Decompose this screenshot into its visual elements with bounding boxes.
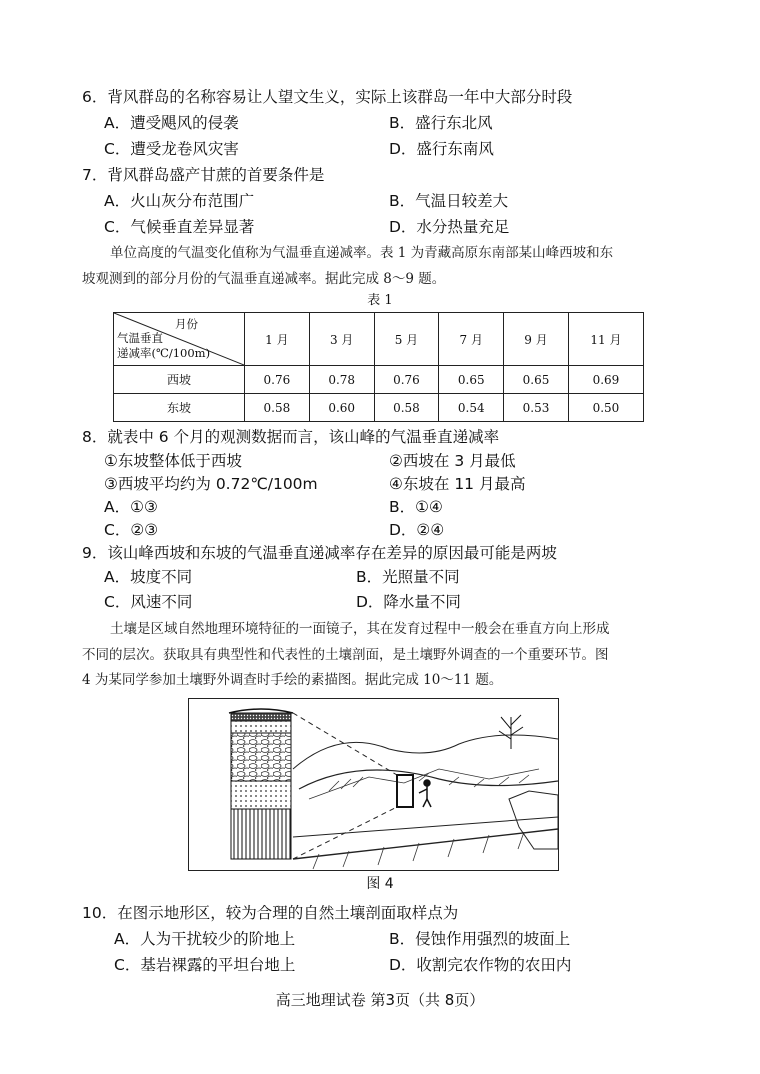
lapse-rate-table <box>113 312 644 422</box>
q8-option-c: C．②③ <box>104 521 159 539</box>
q7-stem: 7．背风群岛盛产甘蔗的首要条件是 <box>82 166 325 184</box>
intro2-line3: 4 为某同学参加土壤野外调查时手绘的素描图。据此完成 10～11 题。 <box>82 672 503 688</box>
q8-statement-2: ②西坡在 3 月最低 <box>389 452 516 470</box>
header-rate-label-line1: 气温垂直 <box>117 331 163 345</box>
table-header-month: 7 月 <box>439 313 504 366</box>
q8-option-b: B．①④ <box>389 498 443 516</box>
intro1-line2: 坡观测到的部分月份的气温垂直递减率。据此完成 8～9 题。 <box>82 271 446 287</box>
q9-option-b: B．光照量不同 <box>356 568 460 586</box>
table-caption: 表 1 <box>367 293 393 308</box>
q10-option-d: D．收割完农作物的农田内 <box>389 956 572 974</box>
q9-option-a: A．坡度不同 <box>104 568 193 586</box>
table-cell: 0.65 <box>504 366 569 394</box>
soil-profile-sketch <box>188 698 559 871</box>
q10-stem: 10．在图示地形区，较为合理的自然土壤剖面取样点为 <box>82 904 459 922</box>
table-header-month: 11 月 <box>568 313 643 366</box>
q8-statement-3: ③西坡平均约为 0.72℃/100m <box>104 475 318 493</box>
table-cell: 0.58 <box>245 394 310 422</box>
figure-caption: 图 4 <box>366 876 394 892</box>
q9-stem: 9．该山峰西坡和东坡的气温垂直递减率存在差异的原因最可能是两坡 <box>82 544 557 562</box>
q7-option-b: B．气温日较差大 <box>389 192 509 210</box>
q8-statement-1: ①东坡整体低于西坡 <box>104 452 242 470</box>
header-rate-label <box>117 331 210 361</box>
q9-option-d: D．降水量不同 <box>356 593 461 611</box>
table-cell: 0.76 <box>245 366 310 394</box>
q10-option-a: A．人为干扰较少的阶地上 <box>114 930 296 948</box>
table-diagonal-header-cell <box>114 313 245 366</box>
table-header-row <box>114 313 644 366</box>
header-month-label: 月份 <box>175 317 198 331</box>
q10-option-c: C．基岩裸露的平坦台地上 <box>114 956 296 974</box>
page-footer: 高三地理试卷 第3页（共 8页） <box>275 991 485 1009</box>
table-cell: 0.69 <box>568 366 643 394</box>
table-row <box>114 394 644 422</box>
q6-option-b: B．盛行东北风 <box>389 114 493 132</box>
table-cell: 0.78 <box>309 366 374 394</box>
q8-option-a: A．①③ <box>104 498 158 516</box>
q9-option-c: C．风速不同 <box>104 593 193 611</box>
intro2-line1: 土壤是区域自然地理环境特征的一面镜子，其在发育过程中一般会在垂直方向上形成 <box>110 621 610 637</box>
q10-option-b: B．侵蚀作用强烈的坡面上 <box>389 930 571 948</box>
table-cell: 0.54 <box>439 394 504 422</box>
sketch-drawing <box>189 699 558 870</box>
q8-statement-4: ④东坡在 11 月最高 <box>389 475 526 493</box>
table-cell: 0.53 <box>504 394 569 422</box>
table-header-month: 5 月 <box>374 313 439 366</box>
q8-stem: 8．就表中 6 个月的观测数据而言，该山峰的气温垂直递减率 <box>82 428 500 446</box>
table-cell: 0.60 <box>309 394 374 422</box>
table-cell: 0.50 <box>568 394 643 422</box>
table-row <box>114 366 644 394</box>
row-label-east: 东坡 <box>114 394 245 422</box>
row-label-west: 西坡 <box>114 366 245 394</box>
table-cell: 0.65 <box>439 366 504 394</box>
table-cell: 0.58 <box>374 394 439 422</box>
q7-option-a: A．火山灰分布范围广 <box>104 192 255 210</box>
q7-option-d: D．水分热量充足 <box>389 218 510 236</box>
q6-option-c: C．遭受龙卷风灾害 <box>104 140 239 158</box>
intro1-line1: 单位高度的气温变化值称为气温垂直递减率。表 1 为青藏高原东南部某山峰西坡和东 <box>110 245 614 261</box>
table-header-month: 9 月 <box>504 313 569 366</box>
table-header-month: 1 月 <box>245 313 310 366</box>
intro2-line2: 不同的层次。获取具有典型性和代表性的土壤剖面，是土壤野外调查的一个重要环节。图 <box>82 647 609 663</box>
q6-option-d: D．盛行东南风 <box>389 140 494 158</box>
table-cell: 0.76 <box>374 366 439 394</box>
q8-option-d: D．②④ <box>389 521 445 539</box>
q6-stem: 6．背风群岛的名称容易让人望文生义，实际上该群岛一年中大部分时段 <box>82 88 573 106</box>
table-header-month: 3 月 <box>309 313 374 366</box>
q6-option-a: A．遭受飓风的侵袭 <box>104 114 239 132</box>
header-rate-label-line2: 递减率(℃/100m) <box>117 346 211 360</box>
q7-option-c: C．气候垂直差异显著 <box>104 218 255 236</box>
